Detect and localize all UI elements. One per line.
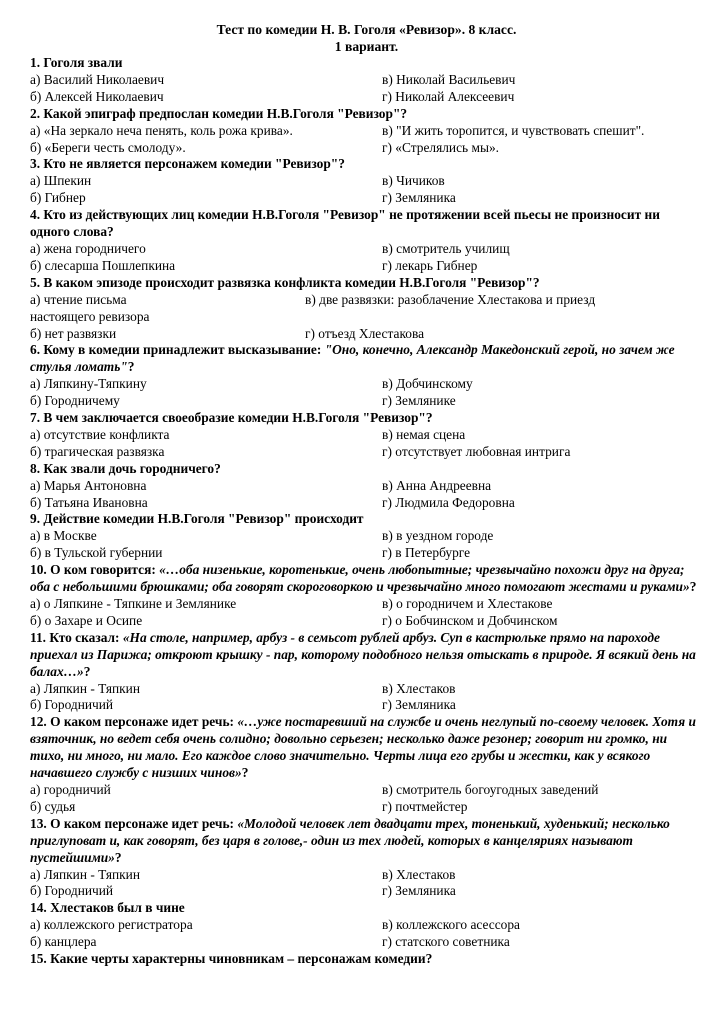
answer-option: а) городничий <box>30 781 111 797</box>
question-8 <box>30 461 703 512</box>
question-text: 15. Какие черты характерны чиновникам – персонажам комедии? <box>30 951 433 967</box>
question-7 <box>30 410 703 461</box>
answer-option: а) Василий Николаевич <box>30 71 165 87</box>
answer-option: в) Хлестаков <box>382 866 456 882</box>
variant-label: 1 вариант. <box>334 39 399 54</box>
question-14 <box>30 900 703 951</box>
question-text: 3. Кто не является персонажем комедии "Ревизор"? <box>30 156 345 172</box>
test-title: Тест по комедии Н. В. Гоголя «Ревизор». 8 класс. <box>216 22 517 37</box>
answer-option: а) Ляпкину-Тяпкину <box>30 376 147 392</box>
question-4 <box>30 207 703 275</box>
question-quote: "Оно, конечно, Александр Македонский герой, но зачем же стулья ломать" <box>30 342 675 375</box>
question-tail: ? <box>127 359 135 375</box>
answer-option: б) Городничий <box>30 697 114 713</box>
question-lead: 10. О ком говорится: <box>30 562 160 578</box>
answer-option: б) Гибнер <box>30 190 86 206</box>
question-13 <box>30 816 703 901</box>
answer-option: в) Чичиков <box>382 173 445 189</box>
question-lead: 6. Кому в комедии принадлежит высказывание: <box>30 342 325 358</box>
answer-option: в) о городничем и Хлестакове <box>382 596 553 611</box>
answer-option-continuation: настоящего ревизора <box>30 308 150 324</box>
answer-option: г) отъезд Хлестакова <box>305 325 425 341</box>
answer-option: г) Людмила Федоровна <box>382 494 515 510</box>
answer-option: г) о Бобчинском и Добчинском <box>382 612 558 628</box>
answer-option: б) трагическая развязка <box>30 443 165 459</box>
question-tail: ? <box>241 765 249 781</box>
answer-option: в) Анна Андреевна <box>382 477 492 493</box>
answer-option: в) "И жить торопится, и чувствовать спешит". <box>382 122 645 138</box>
answer-option: а) отсутствие конфликта <box>30 426 170 442</box>
question-9 <box>30 511 703 562</box>
question-lead: 12. О каком персонаже идет речь: <box>30 714 238 730</box>
answer-option: г) «Стрелялись мы». <box>382 139 500 155</box>
answer-option: а) о Ляпкине - Тяпкине и Землянике <box>30 596 237 611</box>
answer-option: а) в Москве <box>30 528 97 544</box>
question-quote: «Молодой человек лет двадцати трех, тоненький, худенький; несколько приглуповат и, как говорят, без царя в голове,- один из тех людей, которых в канцеляриях называют пустейшими» <box>30 815 670 865</box>
question-2 <box>30 106 703 157</box>
answer-option: г) почтмейстер <box>382 798 468 814</box>
question-text: 2. Какой эпиграф предпослан комедии Н.В.Гоголя "Ревизор"? <box>30 105 408 121</box>
question-lead: 11. Кто сказал: <box>30 629 123 645</box>
answer-option: г) Земляника <box>382 883 456 899</box>
answer-option: а) жена городничего <box>30 240 146 256</box>
question-text <box>30 342 703 376</box>
answer-option: б) в Тульской губернии <box>30 545 163 561</box>
answer-option: б) нет развязки <box>30 325 117 341</box>
answer-option: б) о Захаре и Осипе <box>30 612 143 628</box>
answer-option: в) две развязки: разоблачение Хлестакова и приезд <box>305 291 596 307</box>
answer-option: а) Ляпкин - Тяпкин <box>30 866 140 882</box>
question-tail: ? <box>114 849 122 865</box>
answer-option: б) Городничий <box>30 883 114 899</box>
answer-option: б) канцлера <box>30 934 97 950</box>
question-text <box>30 562 703 596</box>
question-text <box>30 714 703 782</box>
answer-option: б) Городничему <box>30 393 120 409</box>
answer-option: а) чтение письма <box>30 291 127 307</box>
answer-option: г) Николай Алексеевич <box>382 88 515 104</box>
answer-option: б) Татьяна Ивановна <box>30 494 148 510</box>
answer-option: а) Марья Антоновна <box>30 477 147 493</box>
answer-option: б) «Береги честь смолоду». <box>30 139 186 155</box>
answer-option: а) «На зеркало неча пенять, коль рожа крива». <box>30 122 293 138</box>
question-text: 9. Действие комедии Н.В.Гоголя "Ревизор" происходит <box>30 511 364 527</box>
answer-option: а) Шпекин <box>30 173 92 189</box>
answer-option: г) статского советника <box>382 934 510 950</box>
question-text: 7. В чем заключается своеобразие комедии Н.В.Гоголя "Ревизор"? <box>30 410 433 426</box>
answer-option: г) отсутствует любовная интрига <box>382 443 571 459</box>
answer-option: б) Алексей Николаевич <box>30 88 164 104</box>
answer-option: в) коллежского асессора <box>382 917 521 933</box>
question-1 <box>30 55 703 106</box>
question-text <box>30 816 703 867</box>
question-tail: ? <box>689 579 697 595</box>
question-tail: ? <box>83 663 91 679</box>
question-text <box>30 630 703 681</box>
answer-option: а) коллежского регистратора <box>30 917 193 933</box>
question-text: 14. Хлестаков был в чине <box>30 900 185 916</box>
answer-option: в) Хлестаков <box>382 680 456 696</box>
answer-option: г) в Петербурге <box>382 545 471 561</box>
answer-option: г) Землянике <box>382 393 456 409</box>
question-3 <box>30 156 703 207</box>
question-10 <box>30 562 703 630</box>
question-lead: 13. О каком персонаже идет речь: <box>30 815 238 831</box>
answer-option: в) Добчинскому <box>382 376 473 392</box>
question-text: 4. Кто из действующих лиц комедии Н.В.Гоголя "Ревизор" не протяжении всей пьесы не произносит ни одного слова? <box>30 207 660 240</box>
question-quote: «…оба низенькие, коротенькие, очень любопытные; чрезвычайно похожи друг на друга; оба с небольшими брюшками; оба говорят скороговоркою и чрезвычайно много помогают жестами и руками» <box>30 562 690 595</box>
question-quote: «На столе, например, арбуз - в семьсот рублей арбуз. Суп в кастрюльке прямо на пароходе приехал из Парижа; откроют крышку - пар, которому подобного нельзя отыскать в природе. Я всякий день на балах…» <box>30 629 696 679</box>
answer-option: б) судья <box>30 798 76 814</box>
answer-option: в) смотритель училищ <box>382 240 510 256</box>
answer-option: в) Николай Васильевич <box>382 71 516 87</box>
question-5 <box>30 275 703 343</box>
answer-option: а) Ляпкин - Тяпкин <box>30 680 140 696</box>
question-15 <box>30 951 703 968</box>
answer-option: б) слесарша Пошлепкина <box>30 257 176 273</box>
answer-option: г) Земляника <box>382 697 456 713</box>
answer-option: в) немая сцена <box>382 426 466 442</box>
question-text: 1. Гоголя звали <box>30 55 123 70</box>
question-text: 8. Как звали дочь городничего? <box>30 460 221 476</box>
answer-option: в) смотритель богоугодных заведений <box>382 781 599 797</box>
question-text: 5. В каком эпизоде происходит развязка конфликта комедии Н.В.Гоголя "Ревизор"? <box>30 274 540 290</box>
question-11 <box>30 630 703 715</box>
answer-option: г) лекарь Гибнер <box>382 257 478 273</box>
question-12 <box>30 714 703 815</box>
question-6 <box>30 342 703 410</box>
answer-option: в) в уездном городе <box>382 528 494 544</box>
question-quote: «…уже постаревший на службе и очень неглупый по-своему человек. Хотя и взяточник, но ведет себя очень солидно; довольно серьезен; несколько даже резонер; говорит ни громко, ни тихо, ни много, ни мало. Его каждое слово значительно. Черты лица его грубы и жестки, как у всякого начавшего службу с низших чинов» <box>30 714 696 781</box>
answer-option: г) Земляника <box>382 190 456 206</box>
